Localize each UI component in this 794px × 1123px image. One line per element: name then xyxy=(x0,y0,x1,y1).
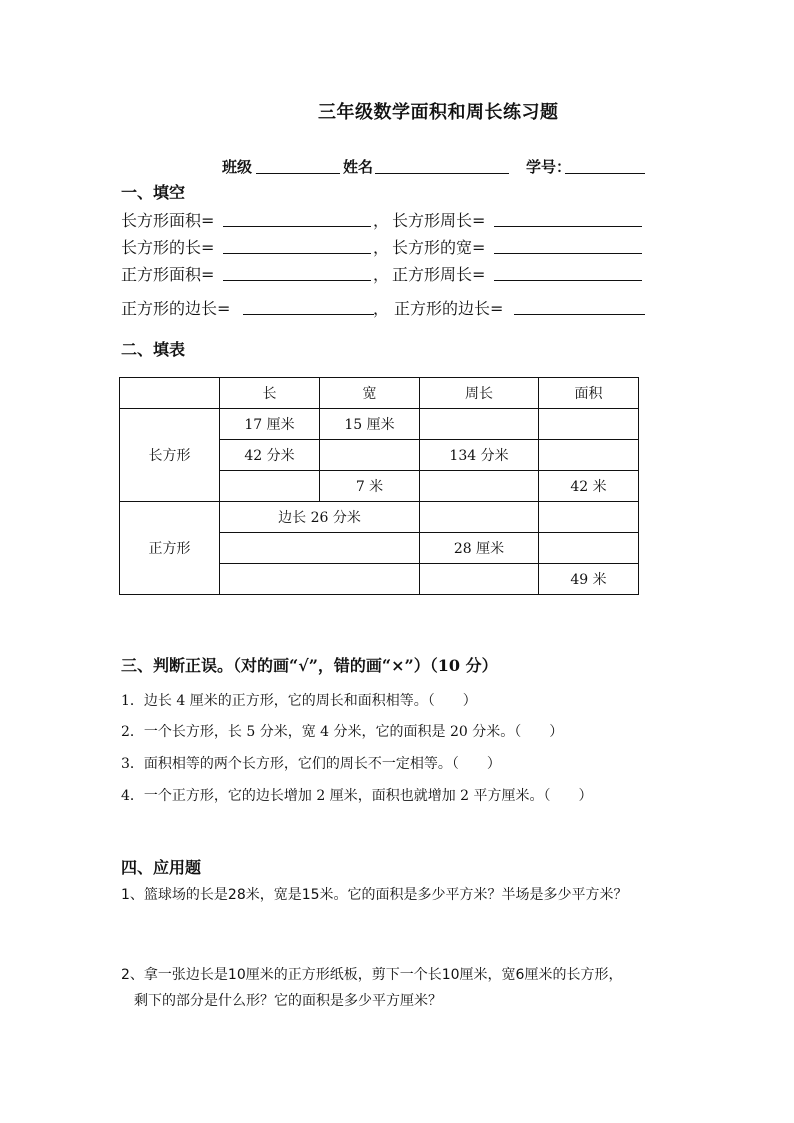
row-group-label-square: 正方形 xyxy=(120,502,220,595)
table-row xyxy=(120,409,639,440)
section-1-heading: 一、填空 xyxy=(121,183,186,202)
table-cell[interactable] xyxy=(539,440,639,471)
judge-item[interactable]: 4．一个正方形，它的边长增加 2 厘米，面积也就增加 2 平方厘米。（ ） xyxy=(121,788,593,804)
fill-blank[interactable] xyxy=(223,226,371,227)
id-label: 学号： xyxy=(526,158,572,176)
fill-label: 正方形面积= xyxy=(121,265,215,284)
fill-separator: ， xyxy=(373,265,390,284)
table-cell: 15 厘米 xyxy=(320,409,420,440)
page-title: 三年级数学面积和周长练习题 xyxy=(318,102,559,123)
table-cell: 边长 26 分米 xyxy=(220,502,420,533)
table-cell[interactable] xyxy=(320,440,420,471)
fill-blank[interactable] xyxy=(514,314,645,315)
application-question-2-line-2: 剩下的部分是什么形？它的面积是多少平方厘米？ xyxy=(134,993,442,1009)
section-3-heading: 三、判断正误。（对的画“√”，错的画“×”）（10 分） xyxy=(121,656,498,675)
table-cell[interactable] xyxy=(539,502,639,533)
fill-blank[interactable] xyxy=(223,253,371,254)
table-header-cell: 宽 xyxy=(320,378,420,409)
name-blank[interactable] xyxy=(375,173,509,174)
table-cell[interactable] xyxy=(220,533,420,564)
fill-label: 长方形面积= xyxy=(121,211,215,230)
application-question-1: 1、篮球场的长是28米，宽是15米。它的面积是多少平方米？半场是多少平方米？ xyxy=(121,887,628,903)
fill-label: 长方形周长= xyxy=(392,211,486,230)
fill-separator: ， xyxy=(373,211,390,230)
fill-label: 正方形周长= xyxy=(392,265,486,284)
fill-blank[interactable] xyxy=(223,280,371,281)
fill-blank[interactable] xyxy=(494,253,642,254)
table-cell[interactable] xyxy=(220,564,420,595)
fill-label: 正方形的边长= xyxy=(394,299,504,318)
class-blank[interactable] xyxy=(256,173,340,174)
table-header-row xyxy=(120,378,639,409)
table-cell[interactable] xyxy=(220,471,320,502)
judge-item[interactable]: 3．面积相等的两个长方形，它们的周长不一定相等。（ ） xyxy=(121,756,501,772)
table-cell: 134 分米 xyxy=(420,440,539,471)
table-header-cell xyxy=(120,378,220,409)
fill-blank[interactable] xyxy=(494,226,642,227)
id-blank[interactable] xyxy=(565,173,645,174)
table-header-cell: 周长 xyxy=(420,378,539,409)
table-cell: 28 厘米 xyxy=(420,533,539,564)
table-cell: 42 米 xyxy=(539,471,639,502)
table-cell[interactable] xyxy=(539,409,639,440)
table-row xyxy=(120,502,639,533)
fill-blank[interactable] xyxy=(243,314,374,315)
table-cell: 42 分米 xyxy=(220,440,320,471)
fill-label: 正方形的边长= xyxy=(121,299,231,318)
fill-table xyxy=(119,377,639,595)
fill-blank[interactable] xyxy=(494,280,642,281)
section-4-heading: 四、应用题 xyxy=(121,858,202,877)
table-cell[interactable] xyxy=(420,471,539,502)
fill-label: 长方形的宽= xyxy=(392,238,486,257)
table-header-cell: 长 xyxy=(220,378,320,409)
name-label: 姓名 xyxy=(343,158,374,176)
table-cell: 7 米 xyxy=(320,471,420,502)
table-cell[interactable] xyxy=(420,409,539,440)
application-question-2-line-1: 2、拿一张边长是10厘米的正方形纸板，剪下一个长10厘米，宽6厘米的长方形， xyxy=(121,967,623,983)
judge-item[interactable]: 1．边长 4 厘米的正方形，它的周长和面积相等。（ ） xyxy=(121,693,477,709)
class-label: 班级 xyxy=(222,158,253,176)
fill-separator: ， xyxy=(373,238,390,257)
judge-item[interactable]: 2．一个长方形，长 5 分米，宽 4 分米，它的面积是 20 分米。（ ） xyxy=(121,724,564,740)
table-header-cell: 面积 xyxy=(539,378,639,409)
table-cell[interactable] xyxy=(420,564,539,595)
row-group-label-rectangle: 长方形 xyxy=(120,409,220,502)
table-cell: 49 米 xyxy=(539,564,639,595)
section-2-heading: 二、填表 xyxy=(121,340,186,359)
table-cell: 17 厘米 xyxy=(220,409,320,440)
table-cell[interactable] xyxy=(420,502,539,533)
fill-separator: ， xyxy=(373,299,390,318)
table-cell[interactable] xyxy=(539,533,639,564)
fill-label: 长方形的长= xyxy=(121,238,215,257)
